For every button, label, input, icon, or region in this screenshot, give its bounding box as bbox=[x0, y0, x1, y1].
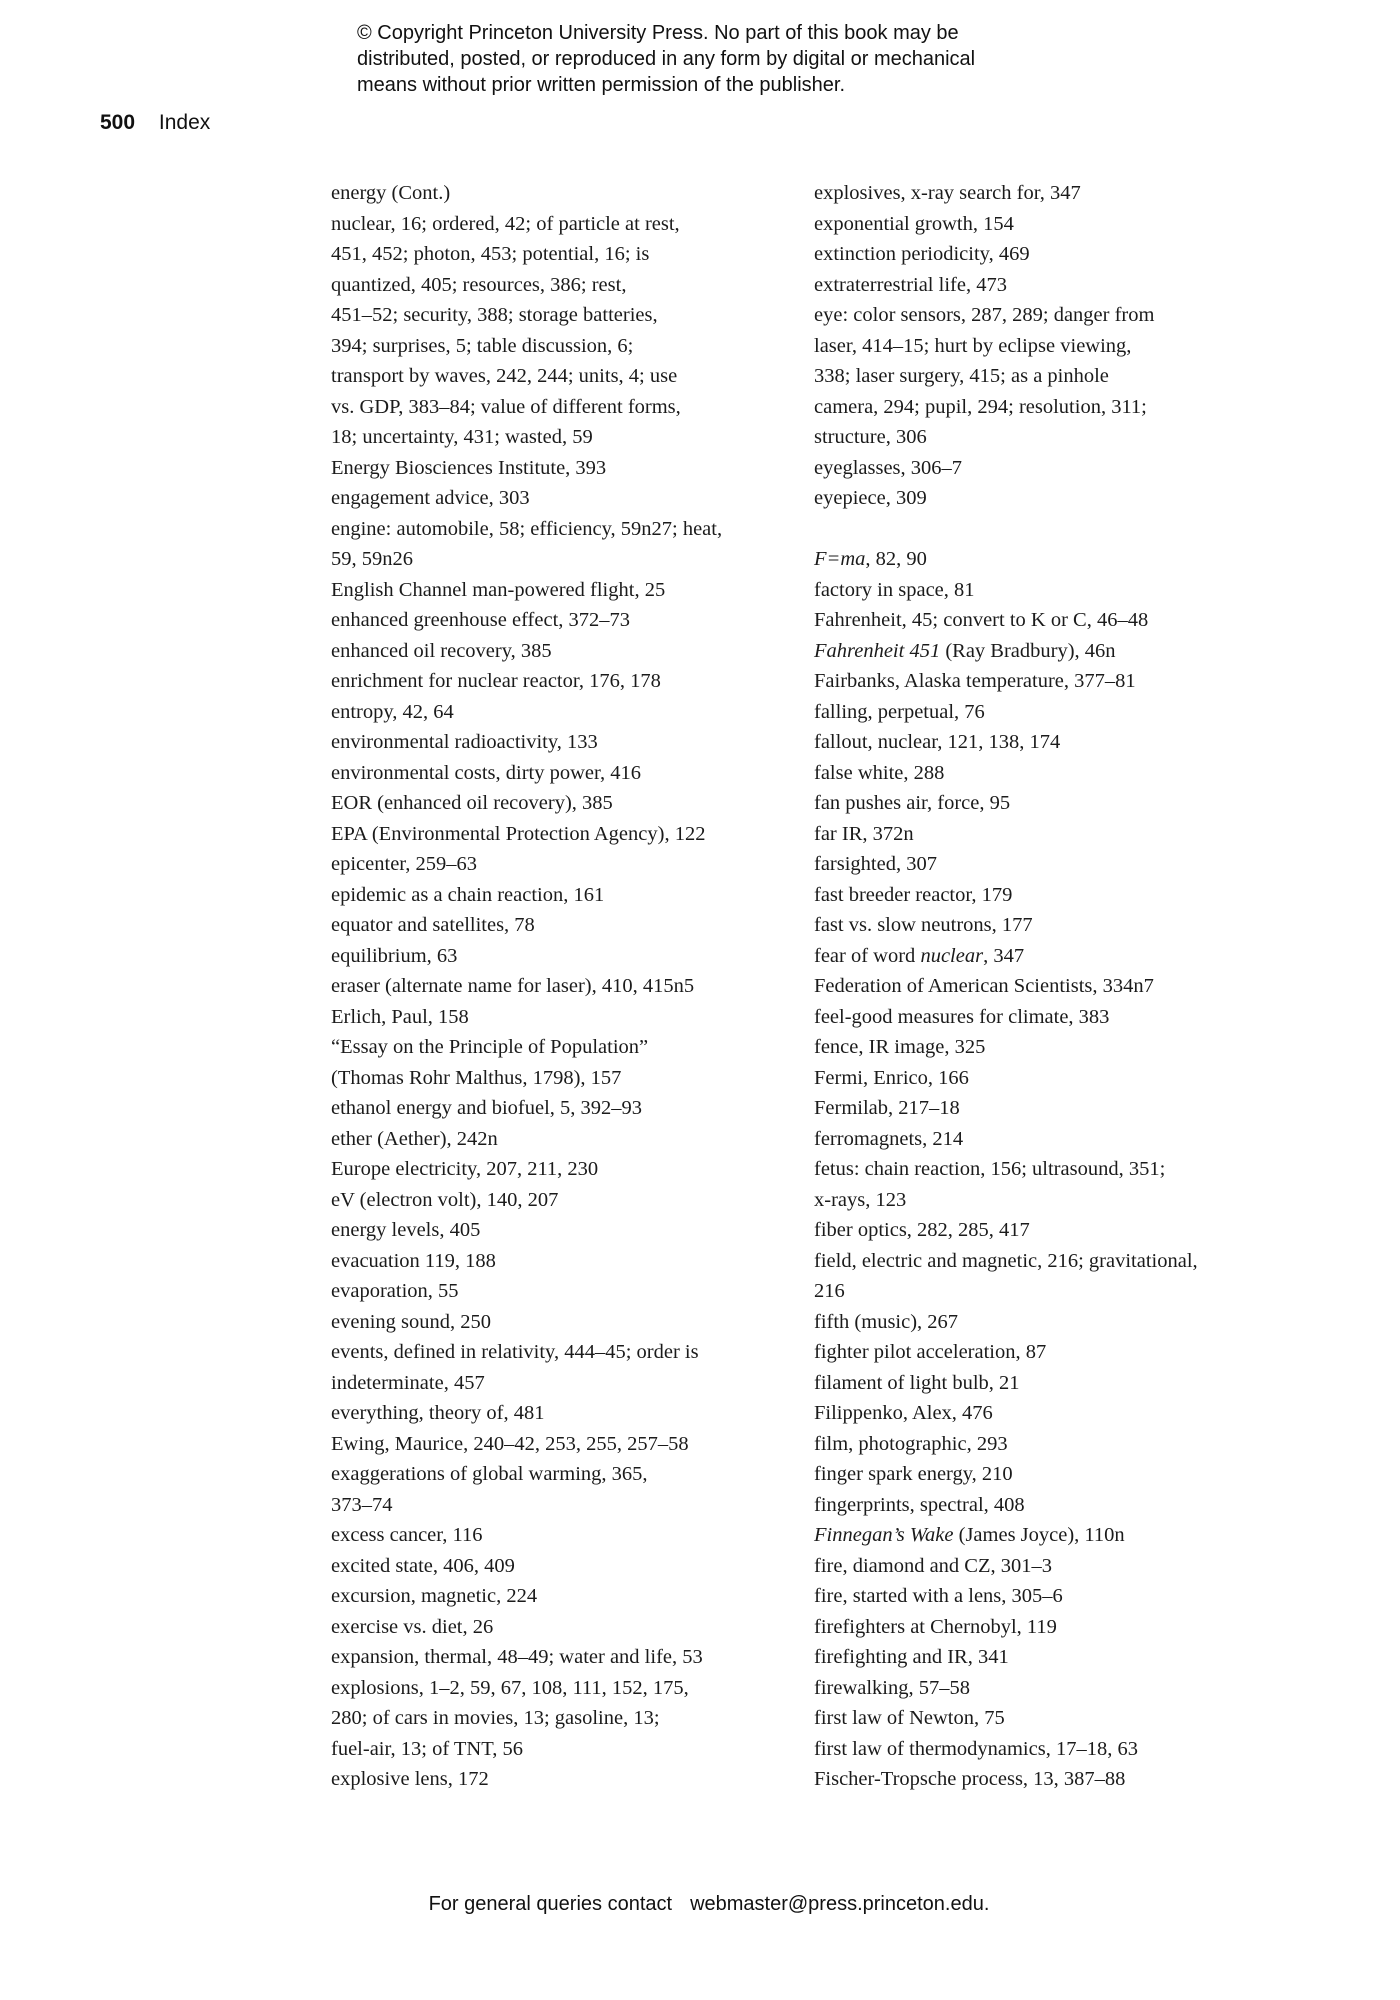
index-line: equator and satellites, 78 bbox=[331, 914, 535, 936]
index-line: filament of light bulb, 21 bbox=[814, 1371, 1020, 1394]
index-entry bbox=[331, 1459, 791, 1520]
index-entry bbox=[814, 849, 1314, 880]
index-entry bbox=[814, 1154, 1314, 1215]
index-line: indeterminate, 457 bbox=[331, 1371, 485, 1394]
index-line: extraterrestrial life, 473 bbox=[814, 273, 1007, 296]
index-entry bbox=[331, 1642, 791, 1673]
index-column-left bbox=[331, 178, 791, 1795]
index-entry bbox=[331, 178, 791, 453]
index-line: ferromagnets, 214 bbox=[814, 1127, 964, 1150]
book-title: Finnegan’s Wake bbox=[814, 1524, 954, 1546]
index-line: 338; laser surgery, 415; as a pinhole bbox=[814, 365, 1109, 387]
index-line: fighter pilot acceleration, 87 bbox=[814, 1341, 1047, 1363]
copyright-notice bbox=[357, 20, 1117, 98]
index-entry bbox=[814, 1520, 1314, 1551]
index-entry bbox=[331, 1276, 791, 1307]
index-line: Federation of American Scientists, 334n7 bbox=[814, 975, 1154, 997]
index-line: enhanced greenhouse effect, 372–73 bbox=[331, 609, 631, 631]
index-entry bbox=[331, 1673, 791, 1765]
copyright-line: distributed, posted, or reproduced in any form by digital or mechanical bbox=[357, 48, 976, 70]
index-line: finger spark energy, 210 bbox=[814, 1463, 1013, 1485]
index-entry bbox=[814, 1459, 1314, 1490]
index-line: 451–52; security, 388; storage batteries, bbox=[331, 304, 658, 326]
index-column-right bbox=[814, 178, 1314, 1795]
index-line: excursion, magnetic, 224 bbox=[331, 1585, 538, 1607]
index-entry bbox=[814, 483, 1314, 514]
index-line: eV (electron volt), 140, 207 bbox=[331, 1188, 559, 1211]
index-entry bbox=[331, 1124, 791, 1155]
index-pages: , 82, 90 bbox=[865, 548, 927, 570]
index-line: expansion, thermal, 48–49; water and life, 53 bbox=[331, 1646, 703, 1668]
index-line: Filippenko, Alex, 476 bbox=[814, 1402, 993, 1424]
index-line: epidemic as a chain reaction, 161 bbox=[331, 883, 605, 906]
index-line: 18; uncertainty, 431; wasted, 59 bbox=[331, 426, 593, 448]
index-line: extinction periodicity, 469 bbox=[814, 243, 1030, 265]
index-line: firefighting and IR, 341 bbox=[814, 1646, 1009, 1668]
index-line: farsighted, 307 bbox=[814, 853, 937, 875]
index-entry bbox=[814, 544, 1314, 575]
index-entry bbox=[331, 1398, 791, 1429]
index-line: eyeglasses, 306–7 bbox=[814, 456, 963, 479]
index-line: 280; of cars in movies, 13; gasoline, 13; bbox=[331, 1707, 660, 1729]
index-term: F=ma bbox=[814, 548, 866, 570]
index-line: false white, 288 bbox=[814, 761, 945, 784]
index-entry bbox=[814, 1307, 1314, 1338]
index-entry bbox=[814, 1002, 1314, 1033]
index-line: epicenter, 259–63 bbox=[331, 853, 478, 875]
index-line: explosions, 1–2, 59, 67, 108, 111, 152, 175, bbox=[331, 1676, 689, 1699]
index-entry bbox=[331, 453, 791, 484]
index-entry bbox=[331, 1032, 791, 1093]
index-entry bbox=[331, 819, 791, 850]
index-entry bbox=[331, 727, 791, 758]
index-line: Fahrenheit, 45; convert to K or C, 46–48 bbox=[814, 609, 1149, 631]
index-line: entropy, 42, 64 bbox=[331, 700, 454, 723]
index-entry bbox=[331, 1307, 791, 1338]
index-entry bbox=[814, 1032, 1314, 1063]
index-line: firefighters at Chernobyl, 119 bbox=[814, 1615, 1057, 1638]
index-entry bbox=[331, 849, 791, 880]
index-entry-list bbox=[331, 178, 791, 1795]
index-line: evacuation 119, 188 bbox=[331, 1249, 496, 1272]
index-line: Fairbanks, Alaska temperature, 377–81 bbox=[814, 670, 1136, 692]
index-entry bbox=[814, 575, 1314, 606]
index-entry bbox=[814, 300, 1314, 453]
copyright-line: means without prior written permission of the publisher. bbox=[357, 74, 846, 96]
index-line: eraser (alternate name for laser), 410, 415n5 bbox=[331, 975, 695, 997]
book-title: Fahrenheit 451 bbox=[814, 639, 941, 662]
index-entry bbox=[814, 758, 1314, 789]
index-entry bbox=[814, 1642, 1314, 1673]
index-entry bbox=[331, 514, 791, 575]
index-line: 394; surprises, 5; table discussion, 6; bbox=[331, 334, 634, 357]
index-entry bbox=[331, 758, 791, 789]
index-entry bbox=[814, 1337, 1314, 1368]
index-line: transport by waves, 242, 244; units, 4; use bbox=[331, 365, 678, 387]
index-line: ether (Aether), 242n bbox=[331, 1127, 498, 1150]
index-line: engagement advice, 303 bbox=[331, 487, 530, 509]
index-entry bbox=[331, 636, 791, 667]
index-entry bbox=[814, 1734, 1314, 1765]
index-entry bbox=[814, 1673, 1314, 1704]
index-line: environmental costs, dirty power, 416 bbox=[331, 761, 642, 784]
index-line: equilibrium, 63 bbox=[331, 944, 458, 967]
index-line: Europe electricity, 207, 211, 230 bbox=[331, 1158, 599, 1180]
index-entry bbox=[331, 575, 791, 606]
index-line: events, defined in relativity, 444–45; order is bbox=[331, 1341, 699, 1363]
index-line: English Channel man-powered flight, 25 bbox=[331, 578, 666, 601]
index-line: Energy Biosciences Institute, 393 bbox=[331, 456, 607, 479]
index-entry bbox=[814, 1581, 1314, 1612]
index-line: 451, 452; photon, 453; potential, 16; is bbox=[331, 243, 650, 265]
index-line: explosives, x-ray search for, 347 bbox=[814, 182, 1081, 204]
index-entry bbox=[814, 1093, 1314, 1124]
index-entry bbox=[814, 666, 1314, 697]
index-line: fast breeder reactor, 179 bbox=[814, 883, 1013, 906]
index-line: explosive lens, 172 bbox=[331, 1768, 489, 1790]
section-title: Index bbox=[158, 111, 211, 134]
index-line: first law of thermodynamics, 17–18, 63 bbox=[814, 1737, 1138, 1760]
index-line: 59, 59n26 bbox=[331, 548, 413, 570]
index-line: enrichment for nuclear reactor, 176, 178 bbox=[331, 670, 661, 692]
index-entry bbox=[331, 1154, 791, 1185]
index-entry bbox=[331, 1185, 791, 1216]
index-entry bbox=[331, 1551, 791, 1582]
index-entry bbox=[814, 727, 1314, 758]
index-entry bbox=[814, 209, 1314, 240]
index-line: quantized, 405; resources, 386; rest, bbox=[331, 273, 627, 296]
index-line: EPA (Environmental Protection Agency), 122 bbox=[331, 822, 706, 845]
index-line: (Thomas Rohr Malthus, 1798), 157 bbox=[331, 1066, 622, 1089]
index-line: evaporation, 55 bbox=[331, 1280, 459, 1302]
index-entry bbox=[814, 605, 1314, 636]
footer-email: webmaster@press.princeton.edu. bbox=[690, 1893, 990, 1915]
index-entry bbox=[331, 1612, 791, 1643]
index-line: first law of Newton, 75 bbox=[814, 1707, 1005, 1729]
index-line: environmental radioactivity, 133 bbox=[331, 731, 598, 753]
index-entry bbox=[331, 880, 791, 911]
index-entry bbox=[814, 1490, 1314, 1521]
index-line: enhanced oil recovery, 385 bbox=[331, 639, 552, 662]
index-entry bbox=[814, 1398, 1314, 1429]
index-line: fence, IR image, 325 bbox=[814, 1036, 986, 1058]
index-line: camera, 294; pupil, 294; resolution, 311; bbox=[814, 395, 1147, 418]
index-line: evening sound, 250 bbox=[331, 1310, 491, 1333]
index-line: fingerprints, spectral, 408 bbox=[814, 1493, 1025, 1516]
index-entry bbox=[331, 1429, 791, 1460]
index-line: eyepiece, 309 bbox=[814, 487, 927, 509]
index-line: firewalking, 57–58 bbox=[814, 1676, 970, 1699]
index-entry bbox=[814, 1124, 1314, 1155]
index-pages: , 347 bbox=[983, 944, 1025, 967]
index-entry bbox=[814, 1612, 1314, 1643]
index-line: engine: automobile, 58; efficiency, 59n27; heat, bbox=[331, 517, 723, 540]
index-line: fan pushes air, force, 95 bbox=[814, 792, 1011, 814]
index-entry bbox=[331, 1581, 791, 1612]
index-rest: (James Joyce), 110n bbox=[953, 1524, 1125, 1546]
index-entry bbox=[814, 178, 1314, 209]
index-line: vs. GDP, 383–84; value of different forms, bbox=[331, 395, 681, 418]
index-prefix: fear of word bbox=[814, 944, 921, 967]
index-line: far IR, 372n bbox=[814, 822, 914, 845]
index-rest: (Ray Bradbury), 46n bbox=[940, 639, 1116, 662]
index-entry bbox=[331, 941, 791, 972]
index-entry bbox=[814, 1063, 1314, 1094]
index-line: factory in space, 81 bbox=[814, 578, 975, 601]
index-line: field, electric and magnetic, 216; gravitational, bbox=[814, 1249, 1198, 1272]
index-line: exaggerations of global warming, 365, bbox=[331, 1463, 648, 1485]
index-line: fifth (music), 267 bbox=[814, 1310, 959, 1333]
index-entry bbox=[814, 1703, 1314, 1734]
index-line: film, photographic, 293 bbox=[814, 1432, 1008, 1455]
index-line: laser, 414–15; hurt by eclipse viewing, bbox=[814, 334, 1132, 357]
index-entry bbox=[331, 666, 791, 697]
index-line: ethanol energy and biofuel, 5, 392–93 bbox=[331, 1097, 643, 1119]
index-entry bbox=[814, 1764, 1314, 1795]
index-entry bbox=[814, 1368, 1314, 1399]
index-entry bbox=[331, 1337, 791, 1398]
index-line: fire, diamond and CZ, 301–3 bbox=[814, 1554, 1052, 1577]
index-entry bbox=[331, 1246, 791, 1277]
index-line: nuclear, 16; ordered, 42; of particle at rest, bbox=[331, 212, 680, 235]
index-entry bbox=[331, 1002, 791, 1033]
index-line: excess cancer, 116 bbox=[331, 1524, 483, 1546]
index-line: falling, perpetual, 76 bbox=[814, 700, 985, 723]
index-line: structure, 306 bbox=[814, 426, 927, 448]
letter-group-gap bbox=[814, 514, 1314, 545]
index-entry bbox=[814, 270, 1314, 301]
index-line: exponential growth, 154 bbox=[814, 212, 1014, 235]
index-entry bbox=[331, 788, 791, 819]
page-number: 500 bbox=[100, 111, 136, 134]
index-entry bbox=[814, 910, 1314, 941]
index-line: excited state, 406, 409 bbox=[331, 1554, 515, 1577]
footer bbox=[0, 1893, 1400, 1916]
index-entry-list bbox=[814, 971, 1314, 1520]
index-line: Fermilab, 217–18 bbox=[814, 1097, 960, 1119]
index-line: fallout, nuclear, 121, 138, 174 bbox=[814, 731, 1061, 753]
index-line: energy (Cont.) bbox=[331, 182, 451, 204]
index-line: feel-good measures for climate, 383 bbox=[814, 1005, 1110, 1028]
index-entry bbox=[331, 483, 791, 514]
index-entry bbox=[331, 1215, 791, 1246]
index-line: Ewing, Maurice, 240–42, 253, 255, 257–58 bbox=[331, 1432, 689, 1455]
index-line: fuel-air, 13; of TNT, 56 bbox=[331, 1737, 523, 1760]
index-entry bbox=[331, 1520, 791, 1551]
index-line: Fischer-Tropsche process, 13, 387–88 bbox=[814, 1768, 1126, 1790]
index-entry bbox=[814, 941, 1314, 972]
index-entry bbox=[814, 1429, 1314, 1460]
index-entry bbox=[814, 453, 1314, 484]
index-line: “Essay on the Principle of Population” bbox=[331, 1036, 649, 1058]
index-entry bbox=[331, 1093, 791, 1124]
index-entry bbox=[331, 1764, 791, 1795]
index-entry bbox=[814, 636, 1314, 667]
index-entry bbox=[814, 1215, 1314, 1246]
index-entry bbox=[331, 971, 791, 1002]
index-line: fire, started with a lens, 305–6 bbox=[814, 1585, 1063, 1607]
index-entry bbox=[814, 880, 1314, 911]
index-entry bbox=[331, 910, 791, 941]
footer-text: For general queries contact bbox=[428, 1893, 673, 1915]
index-line: Erlich, Paul, 158 bbox=[331, 1005, 469, 1028]
index-entry bbox=[814, 971, 1314, 1002]
index-line: 216 bbox=[814, 1280, 845, 1302]
index-line: fetus: chain reaction, 156; ultrasound, 351; bbox=[814, 1158, 1166, 1180]
index-line: EOR (enhanced oil recovery), 385 bbox=[331, 792, 613, 814]
index-entry-list bbox=[814, 1551, 1314, 1795]
index-line: Fermi, Enrico, 166 bbox=[814, 1066, 969, 1089]
index-entry bbox=[814, 697, 1314, 728]
index-entry-list bbox=[814, 666, 1314, 941]
index-entry bbox=[331, 605, 791, 636]
index-line: fiber optics, 282, 285, 417 bbox=[814, 1219, 1030, 1241]
index-line: everything, theory of, 481 bbox=[331, 1402, 545, 1424]
index-entry-list bbox=[814, 178, 1314, 514]
index-line: x-rays, 123 bbox=[814, 1188, 907, 1211]
index-line: energy levels, 405 bbox=[331, 1219, 481, 1241]
index-line: exercise vs. diet, 26 bbox=[331, 1615, 494, 1638]
index-entry bbox=[331, 697, 791, 728]
index-entry bbox=[814, 1551, 1314, 1582]
running-head bbox=[100, 111, 210, 135]
index-line: 373–74 bbox=[331, 1493, 393, 1516]
index-entry bbox=[814, 239, 1314, 270]
index-line: fast vs. slow neutrons, 177 bbox=[814, 914, 1033, 936]
index-entry bbox=[814, 819, 1314, 850]
index-entry bbox=[814, 788, 1314, 819]
copyright-line: © Copyright Princeton University Press. No part of this book may be bbox=[357, 22, 959, 44]
index-entry bbox=[814, 1246, 1314, 1307]
index-word: nuclear bbox=[920, 944, 984, 967]
index-line: eye: color sensors, 287, 289; danger from bbox=[814, 304, 1155, 326]
